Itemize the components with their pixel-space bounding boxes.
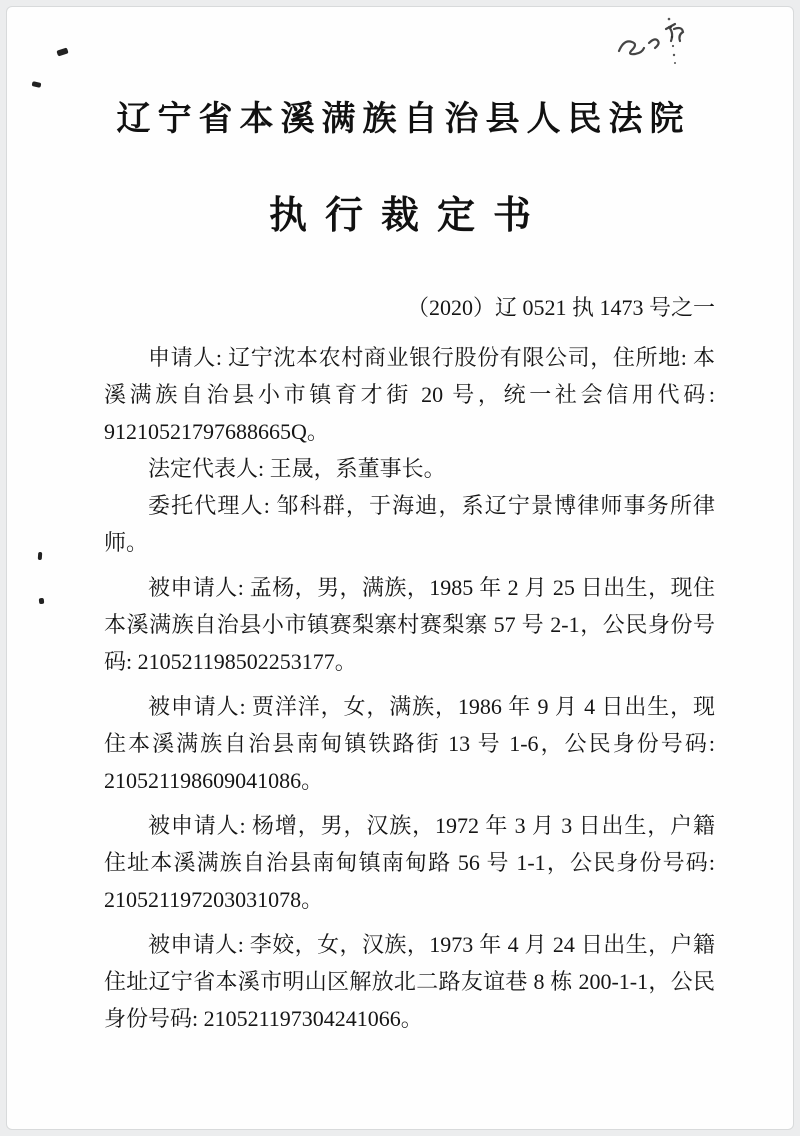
paragraph-legal-representative: 法定代表人: 王晟，系董事长。 (148, 456, 446, 481)
paragraph-respondent-1: 被申请人: 孟杨，男，满族，1985 年 2 月 25 日出生，现住本溪满族自治县小市镇赛梨寨村赛梨寨 57 号 2-1，公民身份号码: 210521198502253177。 (104, 575, 715, 674)
ink-speck (38, 552, 43, 560)
document-page (6, 6, 794, 1130)
paragraph-respondent-4: 被申请人: 李姣，女，汉族，1973 年 4 月 24 日出生，户籍住址辽宁省本溪市明山区解放北二路友谊巷 8 栋 200-1-1，公民身份号码: 210521197304241066。 (104, 932, 715, 1031)
paragraph-applicant: 申请人: 辽宁沈本农村商业银行股份有限公司，住所地: 本溪满族自治县小市镇育才街 20 号，统一社会信用代码: 91210521797688665Q。 (104, 345, 715, 444)
paragraph-attorneys: 委托代理人: 邹科群，于海迪，系辽宁景博律师事务所律师。 (104, 493, 715, 555)
paragraph-respondent-3: 被申请人: 杨增，男，汉族，1972 年 3 月 3 日出生，户籍住址本溪满族自治县南甸镇南甸路 56 号 1-1，公民身份号码: 210521197203031078。 (104, 813, 715, 912)
ink-speck (56, 47, 68, 56)
handwritten-pen-mark (609, 13, 705, 69)
ink-speck (39, 598, 45, 604)
court-name-heading: 辽宁省本溪满族自治县人民法院 (116, 101, 691, 138)
document-title: 执行裁定书 (268, 195, 549, 237)
case-number: （2020）辽 0521 执 1473 号之一 (406, 295, 715, 320)
paragraph-respondent-2: 被申请人: 贾洋洋，女，满族，1986 年 9 月 4 日出生，现住本溪满族自治县南甸镇铁路街 13 号 1-6，公民身份号码: 210521198609041086。 (104, 694, 715, 793)
ink-speck (32, 81, 42, 88)
document-body (104, 339, 715, 1037)
